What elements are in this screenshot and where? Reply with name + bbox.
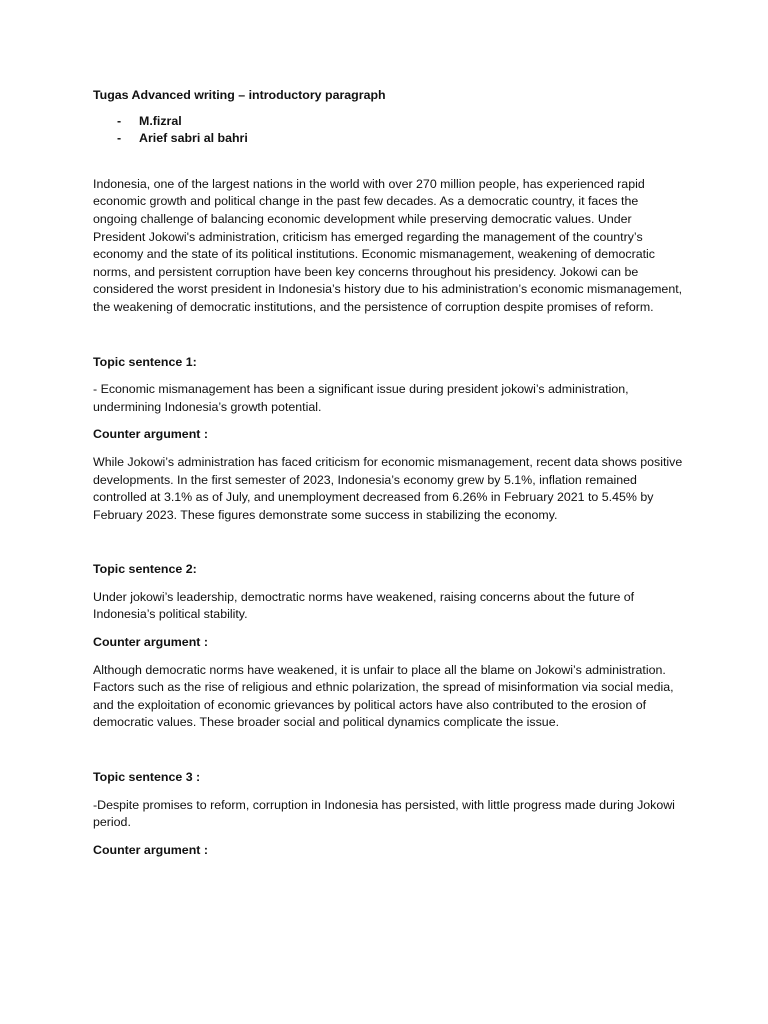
section-topic-3 — [93, 769, 683, 859]
counter-heading: Counter argument : — [93, 842, 208, 857]
topic-sentence: -Despite promises to reform, corruption in Indonesia has persisted, with little progress made during Jokowi period. — [93, 797, 675, 830]
author-bullet: - — [117, 131, 122, 146]
counter-paragraph: While Jokowi’s administration has faced criticism for economic mismanagement, recent data shows positive developments. In the first semester of 2023, Indonesia’s economy grew by 5.1%, inflation remained controlled at 3.1% as of July, and unemployment decreased from 6.26% in February 2021 to 5.45% by February 2023. These figures demonstrate some success in stabilizing the economy. — [93, 454, 683, 522]
document-title: Tugas Advanced writing – introductory paragraph — [93, 88, 386, 102]
section-topic-2 — [93, 561, 683, 732]
topic-heading: Topic sentence 1: — [93, 354, 197, 369]
counter-heading: Counter argument : — [93, 427, 208, 442]
topic-heading: Topic sentence 3 : — [93, 770, 201, 785]
topic-sentence: Under jokowi’s leadership, democtratic norms have weakened, raising concerns about the future of Indonesia’s political stability. — [93, 589, 635, 622]
author-bullet: - — [117, 113, 122, 128]
topic-sentence: - Economic mismanagement has been a significant issue during president jokowi’s administration, undermining Indonesia’s growth potential. — [93, 382, 629, 414]
author-item — [93, 113, 683, 131]
author-name: M.fizral — [139, 113, 182, 128]
document-page — [93, 87, 683, 859]
counter-paragraph: Although democratic norms have weakened, it is unfair to place all the blame on Jokowi’s administration. Factors such as the rise of religious and ethnic polarization, the spread of misinformation via social media, and the exploitation of economic grievances by political actors have also contributed to the erosion of democratic values. These broader social and political dynamics complicate the issue. — [93, 662, 674, 730]
section-topic-1 — [93, 354, 683, 525]
intro-paragraph: Indonesia, one of the largest nations in the world with over 270 million people, has experienced rapid economic growth and political change in the past few decades. As a democratic country, it faces the ongoing challenge of balancing economic development while preserving democratic values. Under President Jokowi's administration, criticism has emerged regarding the management of the country’s economy and the state of its political institutions. Economic mismanagement, weakening of democratic norms, and persistent corruption have been key concerns throughout his presidency. Jokowi can be considered the worst president in Indonesia’s history due to his administration’s economic mismanagement, the weakening of democratic institutions, and the persistence of corruption despite promises of reform. — [93, 176, 683, 314]
counter-heading: Counter argument : — [93, 635, 208, 650]
author-list — [93, 113, 683, 148]
author-name: Arief sabri al bahri — [139, 131, 248, 146]
author-item — [93, 130, 683, 148]
topic-heading: Topic sentence 2: — [93, 562, 197, 577]
